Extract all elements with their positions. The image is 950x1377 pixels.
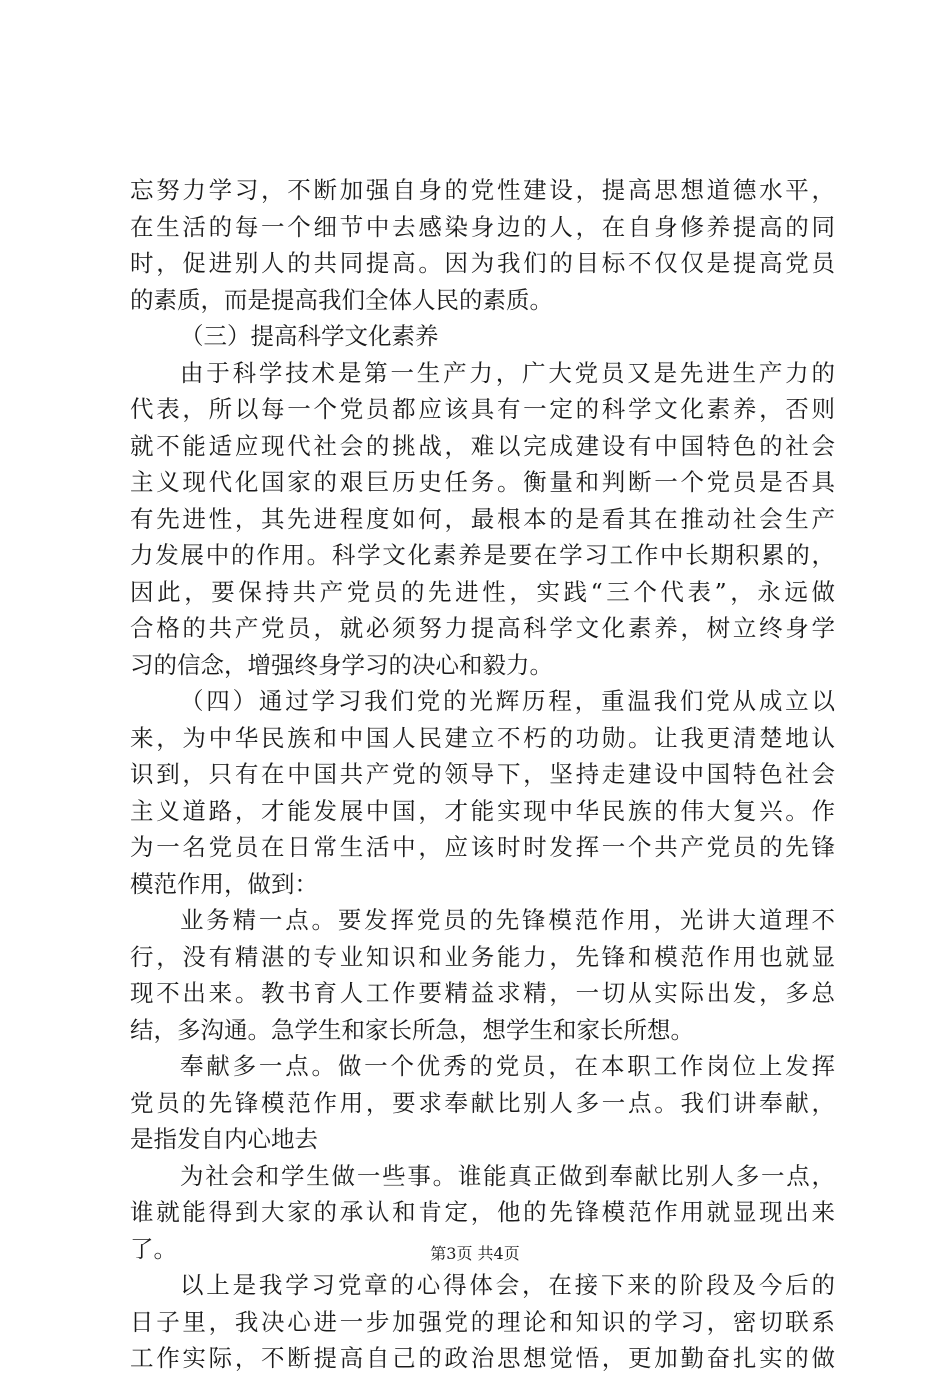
text-line: 有先进性，其先进程度如何，最根本的是看其在推动社会生产 [130,504,835,533]
text-line: 现不出来。教书育人工作要精益求精，一切从实际出发，多总 [130,979,835,1007]
text-line: 代表，所以每一个党员都应该具有一定的科学文化素养，否则 [130,395,835,423]
section-heading: （四）通过学习我们党的光辉历程，重温我们党从成立以 [180,687,835,715]
text-line: 谁就能得到大家的承认和肯定，他的先锋模范作用就显现出来 [130,1198,835,1226]
page-number-footer: 第3页 共4页 [430,1244,520,1263]
text-line: 的素质，而是提高我们全体人民的素质。 [130,285,553,314]
text-line: 因此，要保持共产党员的先进性，实践“三个代表”，永远做 [130,577,835,606]
text-line: 结，多沟通。急学生和家长所急，想学生和家长所想。 [130,1015,694,1044]
text-line: 为一名党员在日常生活中，应该时时发挥一个共产党员的先锋 [130,833,835,861]
text-line: 力发展中的作用。科学文化素养是要在学习工作中长期积累的， [130,541,835,569]
text-line: 来，为中华民族和中国人民建立不朽的功勋。让我更清楚地认 [130,723,835,752]
text-line: 合格的共产党员，就必须努力提高科学文化素养，树立终身学 [130,614,835,642]
text-line: 就不能适应现代社会的挑战，难以完成建设有中国特色的社会 [130,431,835,460]
text-line: 以上是我学习党章的心得体会，在接下来的阶段及今后的 [180,1271,835,1299]
text-line: 了。 [130,1234,177,1263]
text-line: 在生活的每一个细节中去感染身边的人，在自身修养提高的同 [130,212,835,241]
section-heading: （三）提高科学文化素养 [180,322,439,350]
text-line: 为社会和学生做一些事。谁能真正做到奉献比别人多一点， [180,1161,835,1190]
text-line: 忘努力学习，不断加强自身的党性建设，提高思想道德水平， [130,176,835,204]
text-line: 奉献多一点。做一个优秀的党员，在本职工作岗位上发挥 [180,1052,835,1080]
text-line: 习的信念，增强终身学习的决心和毅力。 [130,650,553,679]
text-line: 党员的先锋模范作用，要求奉献比别人多一点。我们讲奉献， [130,1088,835,1117]
text-line: 由于科学技术是第一生产力，广大党员又是先进生产力的 [180,358,835,387]
text-line: 主义现代化国家的艰巨历史任务。衡量和判断一个党员是否具 [130,468,835,496]
text-line: 模范作用，做到： [130,869,318,898]
text-line: 工作实际，不断提高自己的政治思想觉悟，更加勤奋扎实的做 [130,1344,835,1372]
text-line: 主义道路，才能发展中国，才能实现中华民族的伟大复兴。作 [130,796,835,825]
body-text [130,172,835,1377]
text-line: 是指发自内心地去 [130,1125,318,1153]
text-line: 时，促进别人的共同提高。因为我们的目标不仅仅是提高党员 [130,249,835,277]
text-line: 行，没有精湛的专业知识和业务能力，先锋和模范作用也就显 [130,942,835,971]
text-line: 日子里，我决心进一步加强党的理论和知识的学习，密切联系 [130,1307,835,1336]
text-line: 识到，只有在中国共产党的领导下，坚持走建设中国特色社会 [130,760,835,788]
text-line: 业务精一点。要发挥党员的先锋模范作用，光讲大道理不 [180,906,835,934]
